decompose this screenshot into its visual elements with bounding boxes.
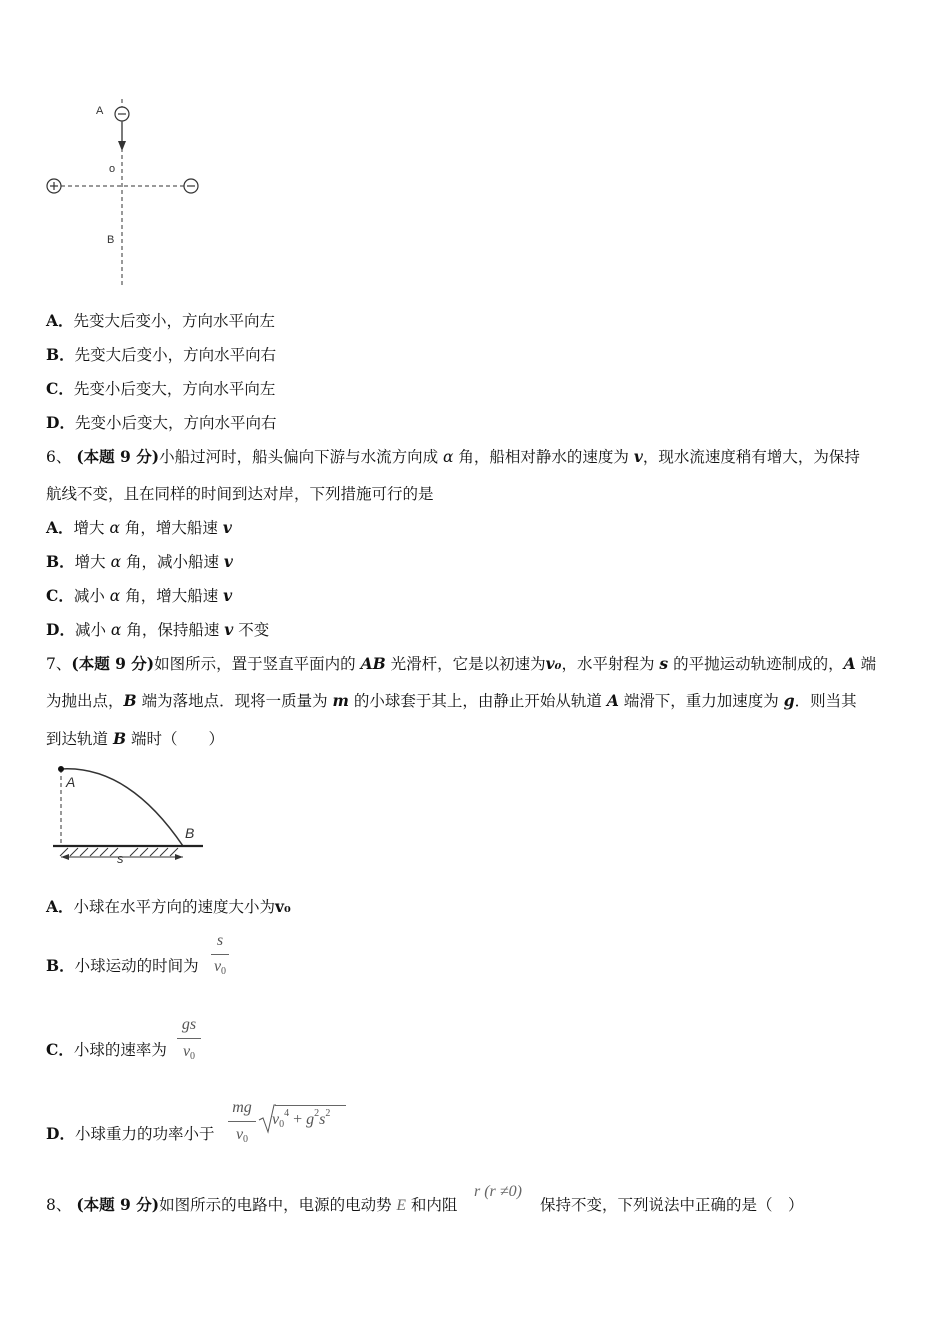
point-a-dot bbox=[58, 766, 64, 772]
q8-stem-tail: 保持不变，下列说法中正确的是（ ） bbox=[540, 1196, 804, 1214]
label-a: A bbox=[66, 774, 76, 790]
sqrt-radicand: $v0^4 + g^2s^2$ bbox=[272, 1108, 331, 1130]
fraction-b-bar bbox=[211, 954, 229, 955]
fraction-c-bar bbox=[177, 1038, 201, 1039]
right-arrow-icon bbox=[175, 854, 183, 860]
left-arrow-icon bbox=[61, 854, 69, 860]
fraction-b-denominator: $v_0$ bbox=[213, 958, 227, 977]
q6-option-c: C．减小 α 角，增大船速 v bbox=[46, 586, 233, 605]
q7-stem-line3: 到达轨道 B 端时（ ） bbox=[46, 729, 225, 748]
fraction-d-denominator: $v_0$ bbox=[235, 1126, 249, 1145]
q7-option-d: D．小球重力的功率小于 bbox=[46, 1124, 215, 1143]
q5-option-b: B．先变大后变小，方向水平向右 bbox=[46, 345, 277, 364]
charges-figure bbox=[40, 95, 210, 290]
q7-option-b: B．小球运动的时间为 bbox=[46, 956, 199, 975]
q7-option-a: A．小球在水平方向的速度大小为v₀ bbox=[46, 897, 291, 916]
q5-option-d: D．先变小后变大，方向水平向右 bbox=[46, 413, 277, 432]
fraction-c-denominator: $v_0$ bbox=[182, 1043, 196, 1062]
fraction-d-bar bbox=[228, 1121, 256, 1122]
q5-option-a: A．先变大后变小，方向水平向左 bbox=[46, 311, 276, 330]
fraction-b-numerator: s bbox=[216, 932, 224, 949]
q7-stem-line1: 7、(本题 9 分)如图所示，置于竖直平面内的 AB 光滑杆，它是以初速为v₀，水平射程为 s 的平抛运动轨迹制成的，A 端 bbox=[46, 654, 877, 673]
q5-option-c: C．先变小后变大，方向水平向左 bbox=[46, 379, 276, 398]
trajectory-figure bbox=[48, 760, 208, 870]
q8-stem: 8、 (本题 9 分)如图所示的电路中，电源的电动势 E 和内阻 bbox=[46, 1195, 458, 1214]
label-b: B bbox=[185, 825, 195, 841]
q8-resistance-expression: r (r ≠0) bbox=[474, 1183, 522, 1200]
sqrt-overbar bbox=[275, 1105, 346, 1106]
q6-option-a: A．增大 α 角，增大船速 v bbox=[46, 518, 232, 537]
fraction-c-numerator: gs bbox=[181, 1016, 197, 1033]
q6-option-d: D．减小 α 角，保持船速 v 不变 bbox=[46, 620, 270, 639]
label-s: s bbox=[117, 851, 124, 866]
q6-stem-line2: 航线不变，且在同样的时间到达对岸，下列措施可行的是 bbox=[46, 485, 434, 503]
q6-stem-line1: 6、 (本题 9 分)小船过河时，船头偏向下游与水流方向成 α 角，船相对静水的速度为 v，现水流速度稍有增大，为保持 bbox=[46, 447, 860, 466]
label-b: B bbox=[107, 234, 115, 246]
fraction-d-numerator: mg bbox=[232, 1099, 252, 1116]
parabola-rod bbox=[61, 769, 183, 846]
q7-option-c: C．小球的速率为 bbox=[46, 1040, 167, 1059]
q7-stem-line2: 为抛出点，B 端为落地点．现将一质量为 m 的小球套于其上，由静止开始从轨道 A 端滑下，重力加速度为 g．则当其 bbox=[46, 691, 857, 710]
q6-option-b: B．增大 α 角，减小船速 v bbox=[46, 552, 233, 571]
down-arrow-icon bbox=[118, 141, 126, 151]
label-a: A bbox=[96, 105, 104, 117]
label-o: o bbox=[109, 163, 116, 175]
